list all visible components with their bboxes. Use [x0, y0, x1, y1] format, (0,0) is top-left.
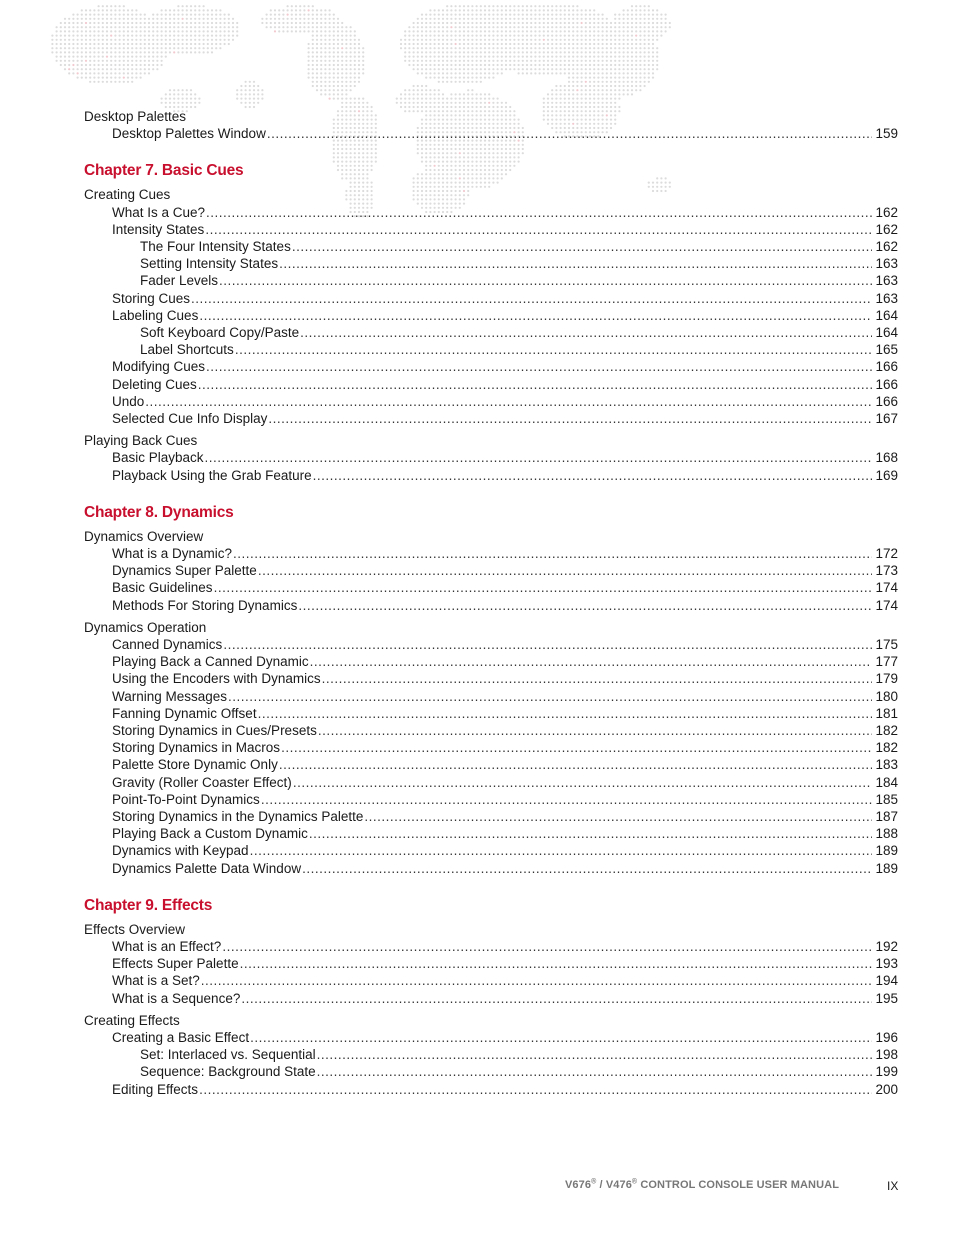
- toc-entry-page: 195: [875, 990, 898, 1006]
- toc-entry-page: 163: [875, 290, 898, 306]
- toc-entry: [112, 307, 898, 324]
- dot-leader: [199, 1081, 872, 1098]
- toc-entry-page: 168: [875, 450, 898, 466]
- toc-entry-title: Dynamics Super Palette: [112, 563, 257, 579]
- toc-entry: [112, 597, 898, 614]
- toc-entry-page: 177: [875, 654, 898, 670]
- dot-leader: [302, 860, 872, 877]
- toc-entry-title: What Is a Cue?: [112, 204, 206, 220]
- toc-entry-title: Playing Back a Custom Dynamic: [112, 826, 308, 842]
- toc-entry: [112, 739, 898, 756]
- dot-leader: [300, 324, 872, 341]
- toc-entry-page: 185: [875, 791, 898, 807]
- toc-entry-page: 173: [875, 563, 898, 579]
- toc-entry-page: 165: [875, 342, 898, 358]
- toc-entry: [140, 1063, 898, 1080]
- toc-entry-page: 172: [875, 546, 898, 561]
- toc-entry: [112, 705, 898, 722]
- toc-entry-page: 179: [875, 671, 898, 687]
- dot-leader: [250, 1029, 872, 1046]
- toc-entry: [112, 358, 898, 375]
- toc-entry-title: Intensity States: [112, 221, 205, 237]
- section-heading: Dynamics Operation: [84, 619, 207, 635]
- dot-leader: [322, 670, 873, 687]
- toc-entry-page: 188: [875, 826, 898, 842]
- toc-entry: [140, 238, 898, 255]
- toc-entry-title: Gravity (Roller Coaster Effect): [112, 774, 292, 790]
- dot-leader: [205, 221, 872, 238]
- dot-leader: [309, 825, 873, 842]
- toc-entry-page: 200: [875, 1081, 898, 1097]
- dot-leader: [258, 562, 873, 579]
- toc-entry: [140, 341, 898, 358]
- toc-entry-title: Palette Store Dynamic Only: [112, 757, 278, 773]
- toc-entry: [112, 636, 898, 653]
- toc-entry-page: 164: [875, 307, 898, 323]
- toc-entry-page: 199: [875, 1064, 898, 1080]
- dot-leader: [199, 307, 872, 324]
- toc-entry: [112, 467, 898, 484]
- dot-leader: [240, 955, 873, 972]
- toc-entry: [112, 670, 898, 687]
- toc-entry-page: 166: [875, 359, 898, 375]
- dot-leader: [293, 774, 873, 791]
- toc-entry: [112, 842, 898, 859]
- toc-entry: [112, 938, 898, 955]
- toc-entry-title: Basic Playback: [112, 450, 204, 466]
- footer-page-number: IX: [887, 1179, 899, 1193]
- dot-leader: [219, 272, 872, 289]
- toc-entry: [140, 1046, 898, 1063]
- dot-leader: [250, 842, 873, 859]
- dot-leader: [261, 791, 873, 808]
- toc-entry-page: 166: [875, 376, 898, 392]
- toc-entry-title: Fanning Dynamic Offset: [112, 705, 257, 721]
- toc-entry: [112, 722, 898, 739]
- toc-entry-title: Storing Cues: [112, 290, 191, 306]
- toc-entry: [140, 272, 898, 289]
- toc-entry-title: Sequence: Background State: [140, 1064, 316, 1080]
- dot-leader: [267, 125, 873, 142]
- dot-leader: [198, 376, 873, 393]
- dot-leader: [268, 410, 872, 427]
- toc-entry-title: Methods For Storing Dynamics: [112, 597, 298, 613]
- toc-entry-title: Editing Effects: [112, 1081, 199, 1097]
- toc-entry: [112, 653, 898, 670]
- toc-entry-page: 167: [875, 411, 898, 426]
- toc-entry-title: Set: Interlaced vs. Sequential: [140, 1047, 316, 1063]
- toc-entry-title: Labeling Cues: [112, 307, 199, 323]
- toc-entry: [112, 808, 898, 825]
- toc-entry-page: 187: [875, 809, 898, 824]
- toc-entry: [112, 791, 898, 808]
- toc-entry-page: 163: [875, 256, 898, 272]
- section-heading: Desktop Palettes: [84, 109, 187, 124]
- toc-entry: [140, 255, 898, 272]
- toc-entry: [112, 410, 898, 427]
- toc-entry-page: 174: [875, 597, 898, 613]
- toc-entry-page: 198: [875, 1047, 898, 1063]
- toc-entry: [112, 579, 898, 596]
- toc-entry: [112, 1029, 898, 1046]
- toc-entry: [112, 688, 898, 705]
- dot-leader: [145, 393, 872, 410]
- dot-leader: [206, 358, 872, 375]
- toc-entry-page: 181: [875, 705, 898, 721]
- dot-leader: [364, 808, 872, 825]
- toc-entry-page: 183: [875, 757, 898, 773]
- toc-entry-title: Dynamics with Keypad: [112, 843, 249, 859]
- toc-entry-title: Effects Super Palette: [112, 956, 239, 972]
- toc-entry: [112, 376, 898, 393]
- toc-entry-page: 193: [875, 956, 898, 972]
- chapter-heading: Chapter 7. Basic Cues: [84, 162, 244, 180]
- toc-entry-page: 162: [875, 221, 898, 237]
- toc-entry: [112, 562, 898, 579]
- toc-entry-page: 184: [875, 774, 898, 790]
- section-heading: Creating Cues: [84, 187, 171, 203]
- toc-entry: [112, 825, 898, 842]
- toc-entry-title: Desktop Palettes Window: [112, 126, 266, 142]
- toc-entry-title: Playback Using the Grab Feature: [112, 467, 312, 483]
- toc-entry-title: Point-To-Point Dynamics: [112, 791, 260, 807]
- toc-entry-title: Storing Dynamics in Cues/Presets: [112, 723, 317, 738]
- toc-entry-title: What is a Sequence?: [112, 990, 241, 1006]
- toc-entry-title: Fader Levels: [140, 273, 219, 289]
- toc-entry-title: Label Shortcuts: [140, 342, 234, 358]
- toc-entry: [140, 324, 898, 341]
- toc-entry: [112, 972, 898, 989]
- toc-entry: [112, 990, 898, 1007]
- dot-leader: [214, 579, 873, 596]
- section-heading: Dynamics Overview: [84, 528, 204, 544]
- toc-entry-page: 180: [875, 688, 898, 704]
- toc-entry-page: 196: [875, 1030, 898, 1045]
- toc-entry: [112, 545, 898, 562]
- dot-leader: [258, 705, 873, 722]
- toc-entry-page: 182: [875, 723, 898, 738]
- toc-entry-title: Using the Encoders with Dynamics: [112, 671, 321, 687]
- toc-entry: [112, 204, 898, 221]
- section-heading: Effects Overview: [84, 921, 186, 937]
- dot-leader: [206, 204, 872, 221]
- toc-entry: [112, 449, 898, 466]
- toc-entry-page: 162: [875, 204, 898, 220]
- dot-leader: [191, 290, 872, 307]
- toc-entry: [112, 221, 898, 238]
- footer-reg-mark-a: ®: [591, 1178, 597, 1186]
- dot-leader: [313, 467, 873, 484]
- dot-leader: [235, 341, 873, 358]
- dot-leader: [201, 972, 873, 989]
- dot-leader: [298, 597, 872, 614]
- dot-leader: [279, 255, 872, 272]
- toc-entry-title: The Four Intensity States: [140, 239, 291, 254]
- toc-entry: [112, 290, 898, 307]
- toc-entry-page: 189: [875, 860, 898, 876]
- dot-leader: [317, 1046, 873, 1063]
- chapter-heading: Chapter 8. Dynamics: [84, 503, 234, 521]
- footer-model-b: V476: [605, 1179, 632, 1191]
- toc-entry: [112, 756, 898, 773]
- dot-leader: [318, 722, 873, 739]
- toc-entry-title: What is a Set?: [112, 973, 200, 989]
- toc-entry-title: Deleting Cues: [112, 376, 197, 392]
- toc-entry-title: Selected Cue Info Display: [112, 411, 268, 426]
- dot-leader: [228, 688, 872, 705]
- dot-leader: [233, 545, 872, 562]
- dot-leader: [222, 938, 872, 955]
- toc-entry: [112, 125, 898, 142]
- footer-title: CONTROL CONSOLE USER MANUAL: [637, 1179, 840, 1191]
- toc-entry-page: 162: [875, 239, 898, 254]
- toc-entry-page: 182: [875, 740, 898, 756]
- chapter-heading: Chapter 9. Effects: [84, 896, 213, 914]
- toc-entry-page: 163: [875, 273, 898, 289]
- toc-entry-page: 169: [875, 467, 898, 483]
- toc-entry: [112, 1081, 898, 1098]
- dot-leader: [279, 756, 873, 773]
- toc-entry-page: 166: [875, 393, 898, 409]
- toc-entry-page: 159: [875, 126, 898, 142]
- dot-leader: [281, 739, 872, 756]
- toc-entry-title: Storing Dynamics in Macros: [112, 740, 281, 756]
- toc-entry-title: Setting Intensity States: [140, 256, 279, 272]
- dot-leader: [292, 238, 873, 255]
- toc-entry: [112, 955, 898, 972]
- footer-reg-mark-b: ®: [631, 1178, 638, 1186]
- toc-entry: [112, 774, 898, 791]
- toc-entry-title: Storing Dynamics in the Dynamics Palette: [112, 809, 364, 824]
- toc-entry-title: Playing Back a Canned Dynamic: [112, 654, 309, 670]
- dot-leader: [241, 990, 872, 1007]
- toc-entry-page: 192: [875, 939, 898, 954]
- toc-entry-title: Undo: [112, 393, 145, 409]
- toc-entry-title: What is a Dynamic?: [112, 546, 233, 561]
- toc-entry-title: Creating a Basic Effect: [112, 1030, 250, 1045]
- toc-entry: [112, 860, 898, 877]
- toc-entry-title: Dynamics Palette Data Window: [112, 860, 302, 876]
- toc-entry-page: 175: [875, 637, 898, 652]
- toc-entry-page: 164: [875, 325, 898, 340]
- toc-entry-page: 189: [875, 843, 898, 859]
- footer-model-a: V676: [565, 1179, 592, 1191]
- toc-entry-page: 174: [875, 580, 898, 596]
- toc-entry-title: What is an Effect?: [112, 939, 222, 954]
- toc-entry-title: Basic Guidelines: [112, 580, 213, 596]
- toc-entry: [112, 393, 898, 410]
- section-heading: Creating Effects: [84, 1012, 180, 1028]
- section-heading: Playing Back Cues: [84, 433, 198, 449]
- toc-entry-title: Canned Dynamics: [112, 637, 223, 652]
- toc-entry-title: Soft Keyboard Copy/Paste: [140, 325, 300, 340]
- dot-leader: [223, 636, 872, 653]
- dot-leader: [310, 653, 873, 670]
- footer-sep: /: [596, 1179, 606, 1191]
- toc-entry-page: 194: [875, 973, 898, 989]
- toc-entry-title: Warning Messages: [112, 688, 228, 704]
- dot-leader: [205, 449, 873, 466]
- dot-leader: [317, 1063, 873, 1080]
- toc-entry-title: Modifying Cues: [112, 359, 206, 375]
